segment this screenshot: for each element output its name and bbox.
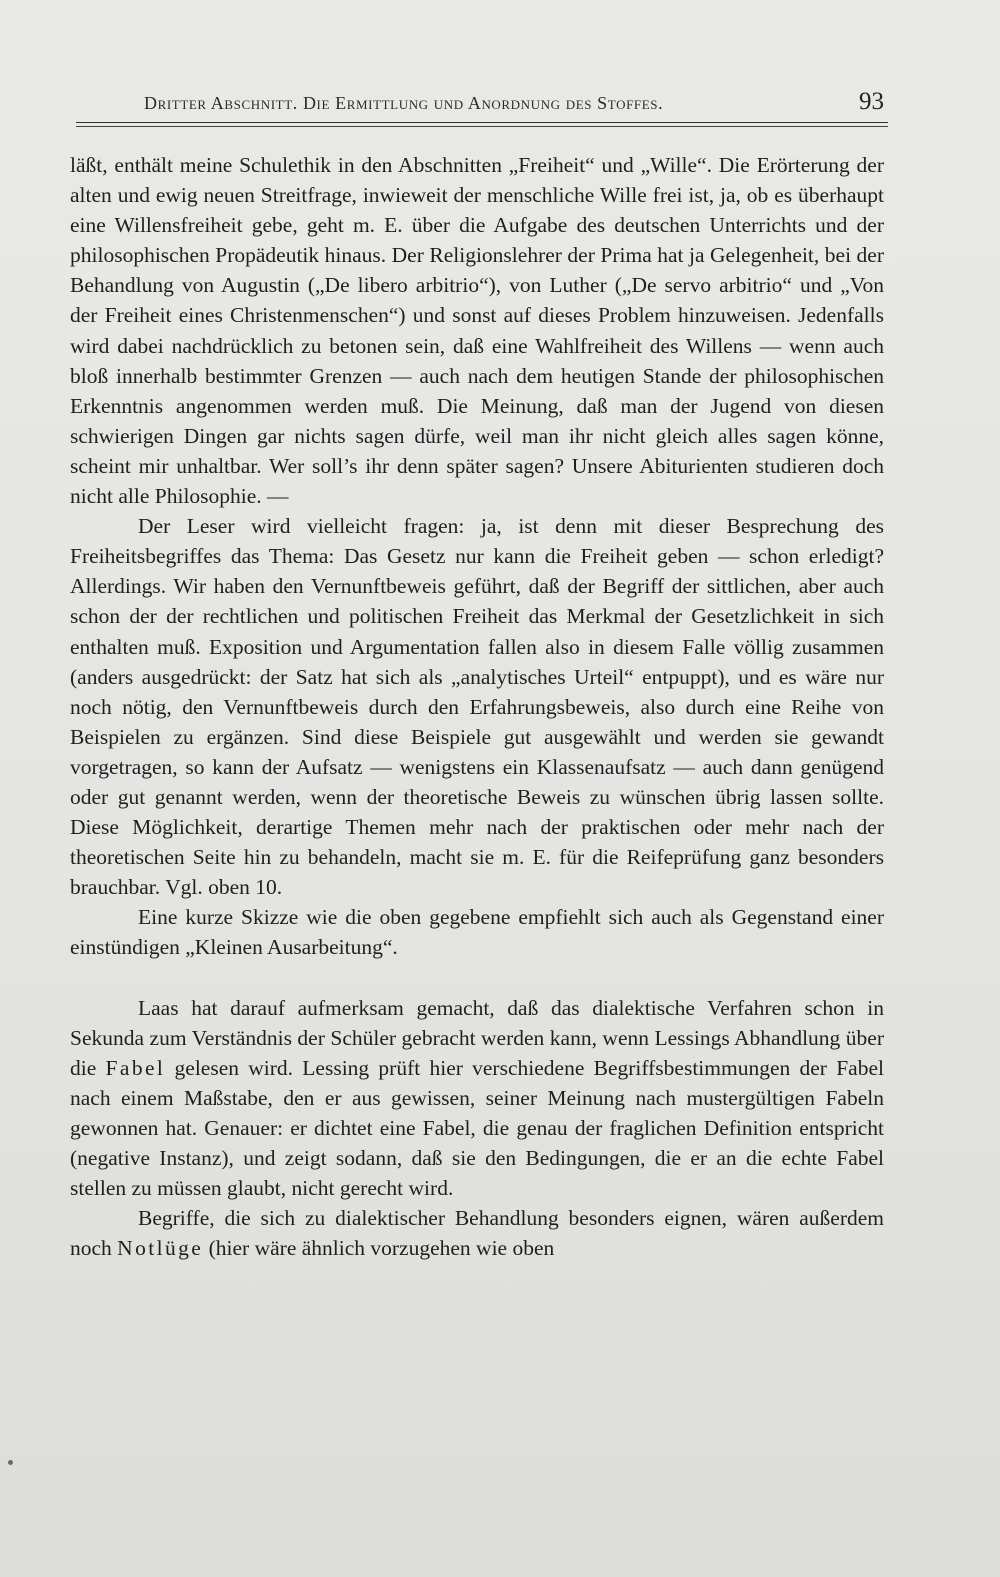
page-header: [76, 86, 888, 126]
page-number: 93: [859, 88, 884, 115]
header-rule: [76, 122, 888, 123]
paragraph-text: Begriffe, die sich zu dialektischer Behandlung besonders eignen, wären außerdem noch: [70, 1206, 884, 1261]
paragraph-text: läßt, enthält meine Schulethik in den Abschnitten „Freiheit“ und „Wille“. Die Erörterung der alten und ewig neuen Streitfrage, inwieweit der menschliche Wille frei ist, ja, ob es überhaupt eine Willensfreiheit gebe, geht m. E. über die Aufgabe des deutschen Unterrichts und der philosophischen Propädeutik hinaus. Der Religionslehrer der Prima hat ja Gelegenheit, bei der Behandlung von Augustin („De libero arbitrio“), von Luther („De servo arbitrio“ und „Von der Freiheit eines Christenmenschen“) und sonst auf dieses Problem hinzuweisen. Jedenfalls wird dabei nachdrücklich zu betonen sein, daß eine Wahlfreiheit des Willens — wenn auch bloß innerhalb bestimmter Grenzen — auch nach dem heutigen Stande der philosophischen Erkenntnis angenommen werden muß. Die Meinung, daß man der Jugend von diesen schwierigen Dingen gar nichts sagen dürfe, weil man ihr nicht gleich alles sagen könne, scheint mir unhaltbar. Wer soll’s ihr denn später sagen? Unsere Abiturienten studieren doch nicht alle Philosophie. —: [70, 153, 884, 509]
paragraph-text: Eine kurze Skizze wie die oben gegebene empfiehlt sich auch als Gegenstand einer einstündigen „Kleinen Ausarbeitung“.: [70, 905, 884, 960]
paragraph-text: gelesen wird. Lessing prüft hier verschiedene Begriffsbestimmungen der Fabel nach einem Maßstabe, den er aus gewissen, seiner Meinung nach mustergültigen Fabeln gewonnen hat. Genauer: er dichtet eine Fabel, die genau der fraglichen Definition entspricht (negative Instanz), und zeigt sodann, daß sie den Bedingungen, die er an die echte Fabel stellen zu müssen glaubt, nicht gerecht wird.: [70, 1055, 884, 1201]
body-text: [70, 150, 884, 1263]
paragraph-text: (hier wäre ähnlich vorzugehen wie oben: [203, 1236, 555, 1261]
emphasized-term: Fabel: [105, 1055, 166, 1080]
emphasized-term: Notlüge: [117, 1236, 204, 1261]
paragraph-text: Laas hat darauf aufmerksam gemacht, daß das dialektische Verfahren schon in Sekunda zum Verständnis der Schüler gebracht werden kann, wenn Lessings Abhandlung über die: [70, 995, 884, 1080]
paragraph: [70, 1203, 884, 1263]
paragraph-text: Der Leser wird vielleicht fragen: ja, ist denn mit dieser Besprechung des Freiheitsbegriffes das Thema: Das Gesetz nur kann die Freiheit geben — schon erledigt? Allerdings. Wir haben den Vernunftbeweis geführt, daß der Begriff der sittlichen, aber auch schon der der rechtlichen und politischen Freiheit das Merkmal der Gesetzlichkeit in sich enthalten muß. Exposition und Argumentation fallen also in diesem Falle völlig zusammen (anders ausgedrückt: der Satz hat sich als „analytisches Urteil“ entpuppt), und es wäre nur noch nötig, den Vernunftbeweis durch den Erfahrungsbeweis, also durch eine Reihe von Beispielen zu ergänzen. Sind diese Beispiele gut ausgewählt und werden sie gewandt vorgetragen, so kann der Aufsatz — wenigstens ein Klassenaufsatz — auch dann genügend oder gut genannt werden, wenn der theoretische Beweis zu wünschen übrig lassen sollte. Diese Möglichkeit, derartige Themen mehr nach der praktischen oder mehr nach der theoretischen Seite hin zu behandeln, macht sie m. E. für die Reifeprüfung ganz besonders brauchbar. Vgl. oben 10.: [70, 514, 884, 900]
paragraph: [70, 993, 884, 1204]
paragraph: [70, 511, 884, 902]
header-rule-secondary: [76, 126, 888, 127]
paragraph: [70, 150, 884, 511]
paper-speck: [8, 1460, 13, 1465]
paragraph: [70, 902, 884, 962]
running-head: Dritter Abschnitt. Die Ermittlung und Anordnung des Stoffes.: [144, 93, 664, 113]
